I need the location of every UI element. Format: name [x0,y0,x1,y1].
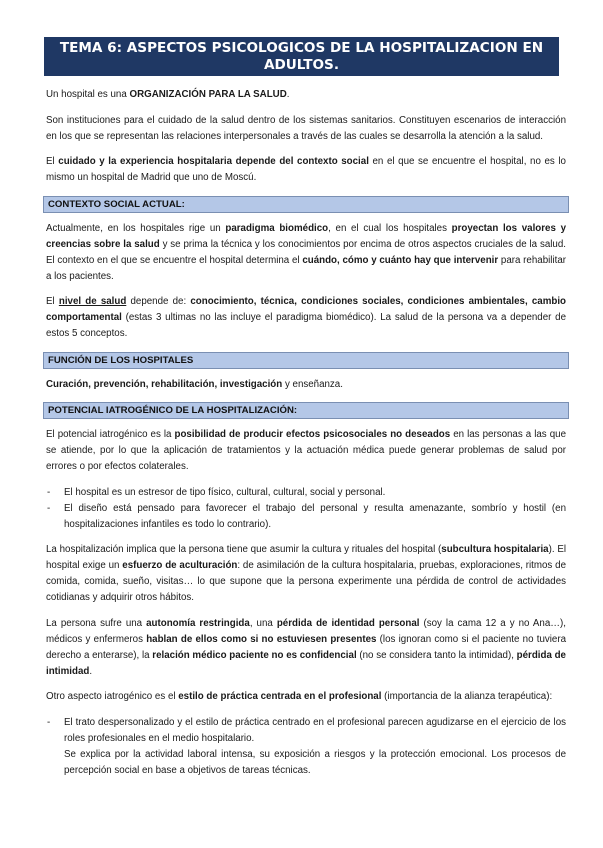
list-item: - El trato despersonalizado y el estilo de práctica centrado en el profesional parecen agudizarse en el ejercicio de los roles profesionales en el medio hospitalario. Se explica por la actividad laboral intensa, su exposición a riesgos y la protección emocional. Los procesos de percepción social en base a objetivos de tareas técnicas. [46,715,566,779]
document-body [46,87,566,788]
section-heading-potencial-iatrogenico: POTENCIAL IATROGÉNICO DE LA HOSPITALIZACIÓN: [43,402,569,419]
iatrogenico-list-1 [46,485,566,533]
intro-paragraph-3: El cuidado y la experiencia hospitalaria depende del contexto social en el que se encuentre el hospital, no es lo mismo un hospital de Madrid que uno de Moscú. [46,156,566,183]
contexto-paragraph-1: Actualmente, en los hospitales rige un paradigma biomédico, en el cual los hospitales proyectan los valores y creencias sobre la salud y se prima la técnica y los conocimientos por encima de otros aspectos cruciales de la salud. El contexto en el que se encuentre el hospital determina el cuándo, cómo y cuánto hay que intervenir para rehabilitar a los pacientes. [46,222,566,282]
iatrogenico-paragraph-1: El potencial iatrogénico es la posibilidad de producir efectos psicosociales no deseados en las personas a las que se atiende, por lo que la aplicación de tratamientos y la actuación médica puede generar problemas de salud por errores o por efectos colaterales. [46,429,566,472]
intro-paragraph-1: Un hospital es una ORGANIZACIÓN PARA LA SALUD. [46,89,290,100]
intro-paragraph-2: Son instituciones para el cuidado de la salud dentro de los sistemas sanitarios. Constituyen escenarios de interacción en los que se representan las relaciones interpersonales a través de las cuales se desarrolla la atención a la salud. [46,114,566,142]
list-item: - El diseño está pensado para favorecer el trabajo del personal y resulta amenazante, sombrío y hostil (en hospitalizaciones infantiles es todo lo contrario). [46,501,566,533]
list-item: - El hospital es un estresor de tipo físico, cultural, cultural, social y personal. [46,485,566,501]
funcion-paragraph: Curación, prevención, rehabilitación, investigación y enseñanza. [46,378,343,390]
iatrogenico-list-2 [46,715,566,779]
section-heading-funcion-hospitales: FUNCIÓN DE LOS HOSPITALES [43,352,569,369]
document-title: TEMA 6: ASPECTOS PSICOLOGICOS DE LA HOSPITALIZACION EN ADULTOS. [44,37,559,76]
section-heading-contexto-social: CONTEXTO SOCIAL ACTUAL: [43,196,569,213]
iatrogenico-paragraph-2: La hospitalización implica que la persona tiene que asumir la cultura y rituales del hospital (subcultura hospitalaria). El hospital exige un esfuerzo de aculturación: de asimilación de la cultura hospitalaria, pruebas, exploraciones, ritmos de comida, comida, sueño, visitas… lo que supone que la persona experimente una pérdida de control de actividades cotidianas y adquirir otros hábitos. [46,544,566,603]
iatrogenico-paragraph-3: La persona sufre una autonomía restringida, una pérdida de identidad personal (soy la cama 12 a y no Ana…), médicos y enfermeros hablan de ellos como si no estuviesen presentes (los ignoran como si el paciente no tuviera derecho a enterarse), la relación médico paciente no es confidencial (no se considera tanto la intimidad), pérdida de intimidad. [46,617,567,677]
iatrogenico-paragraph-4: Otro aspecto iatrogénico es el estilo de práctica centrada en el profesional (importancia de la alianza terapéutica): [46,691,553,702]
list-item-continuation: Se explica por la actividad laboral intensa, su exposición a riesgos y la protección emocional. Los procesos de percepción social en base a objetivos de tareas técnicas. [64,748,566,776]
contexto-paragraph-2: El nivel de salud depende de: conocimiento, técnica, condiciones sociales, condiciones ambientales, cambio comportamental (estas 3 ultimas no las incluye el paradigma biomédico). La salud de la persona va a depender de estos 5 conceptos. [46,296,567,339]
